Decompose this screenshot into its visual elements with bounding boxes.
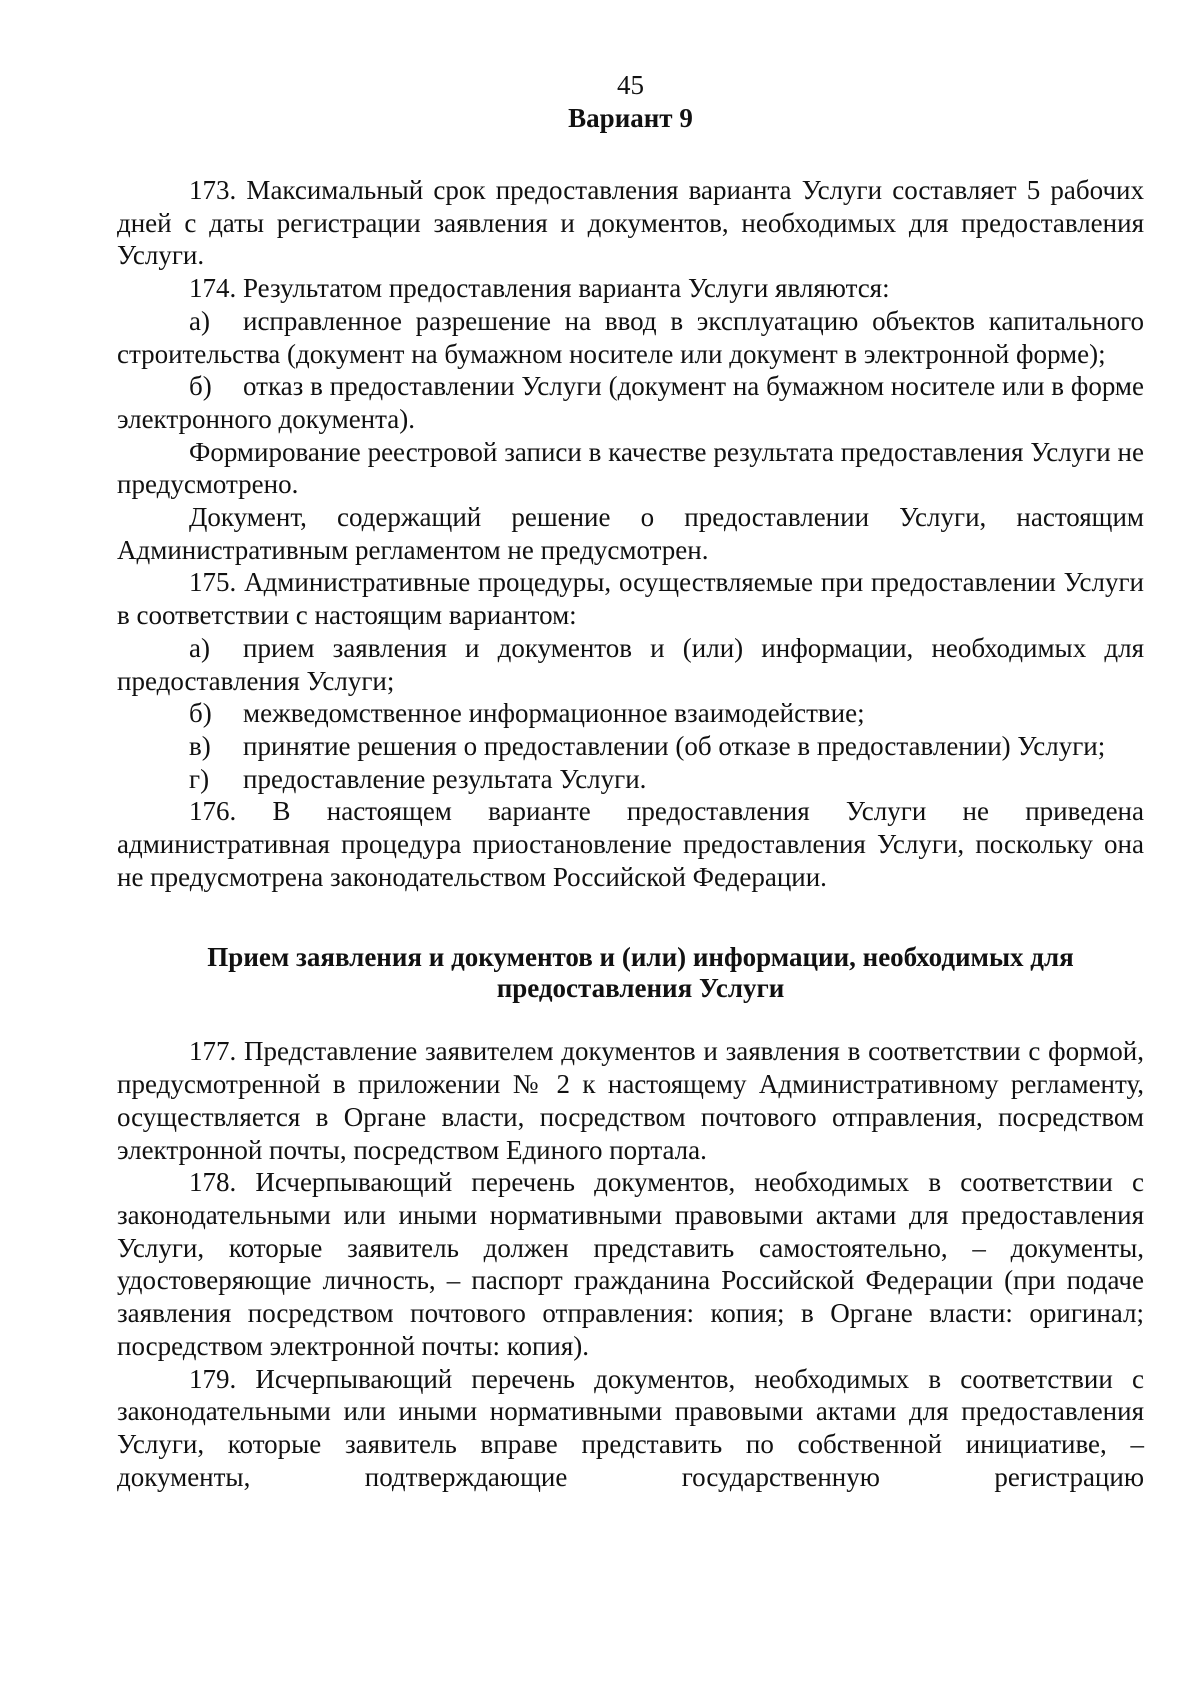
paragraph-174: 174. Результатом предоставления варианта Услуги являются: [189, 273, 890, 304]
variant-title: Вариант 9 [568, 103, 693, 133]
list-item-174-a [117, 305, 1144, 370]
list-marker: б) [189, 698, 212, 729]
paragraph-175: 175. Административные процедуры, осуществляемые при предоставлении Услуги в соответствии с настоящим вариантом: [117, 567, 1144, 631]
list-marker: г) [189, 763, 210, 794]
body-section-b [117, 1035, 1144, 1493]
list-item-174-b [117, 370, 1144, 435]
document-page [117, 70, 1144, 1493]
section-heading-line-1: Прием заявления и документов и (или) информации, необходимых для [207, 942, 1074, 973]
paragraph-173: 173. Максимальный срок предоставления варианта Услуги составляет 5 рабочих дней с даты регистрации заявления и документов, необходимых для предоставления Услуги. [117, 175, 1144, 271]
paragraph-registry-record: Формирование реестровой записи в качестве результата предоставления Услуги не предусмотрено. [117, 436, 1144, 500]
paragraph-178: 178. Исчерпывающий перечень документов, необходимых в соответствии с законодательными или иными нормативными правовыми актами для предоставления Услуги, которые заявитель должен представить самостоятельно, – документы, удостоверяющие личность, – паспорт гражданина Российской Федерации (при подаче заявления посредством почтового отправления: копия; в Органе власти: оригинал; посредством электронной почты: копия). [117, 1167, 1144, 1361]
list-item-text: предоставление результата Услуги. [243, 763, 647, 794]
section-heading-line-2: предоставления Услуги [496, 973, 785, 1004]
list-item-text: отказ в предоставлении Услуги (документ на бумажном носителе или в форме электронного документа). [117, 371, 1144, 434]
list-item-175-v [117, 730, 1144, 763]
paragraph-177: 177. Представление заявителем документов и заявления в соответствии с формой, предусмотренной в приложении № 2 к настоящему Административному регламенту, осуществляется в Органе власти, посредством почтового отправления, посредством электронной почты, посредством Единого портала. [117, 1036, 1144, 1165]
list-item-text: прием заявления и документов и (или) информации, необходимых для предоставления Услуги; [117, 632, 1144, 696]
list-item-175-a [117, 632, 1144, 697]
section-heading [157, 942, 1124, 1004]
list-item-175-b [117, 697, 1144, 730]
list-marker: а) [189, 632, 210, 663]
list-item-text: принятие решения о предоставлении (об отказе в предоставлении) Услуги; [243, 730, 1106, 761]
page-number: 45 [617, 70, 644, 100]
paragraph-176: 176. В настоящем варианте предоставления Услуги не приведена административная процедура приостановление предоставления Услуги, поскольку она не предусмотрена законодательством Российской Федерации. [117, 796, 1144, 892]
list-item-text: межведомственное информационное взаимодействие; [243, 698, 865, 729]
list-marker: а) [189, 305, 210, 336]
list-marker: в) [189, 730, 211, 761]
paragraph-179: 179. Исчерпывающий перечень документов, необходимых в соответствии с законодательными или иными нормативными правовыми актами для предоставления Услуги, которые заявитель вправе представить по собственной инициативе, – документы, подтверждающие государственную регистрацию [117, 1363, 1144, 1492]
body-section-a [117, 174, 1144, 893]
paragraph-decision-document: Документ, содержащий решение о предоставлении Услуги, настоящим Административным регламентом не предусмотрен. [117, 502, 1144, 565]
list-item-text: исправленное разрешение на ввод в эксплуатацию объектов капитального строительства (документ на бумажном носителе или документ в электронной форме); [117, 305, 1144, 369]
list-item-175-g [117, 763, 1144, 796]
list-marker: б) [189, 371, 212, 402]
